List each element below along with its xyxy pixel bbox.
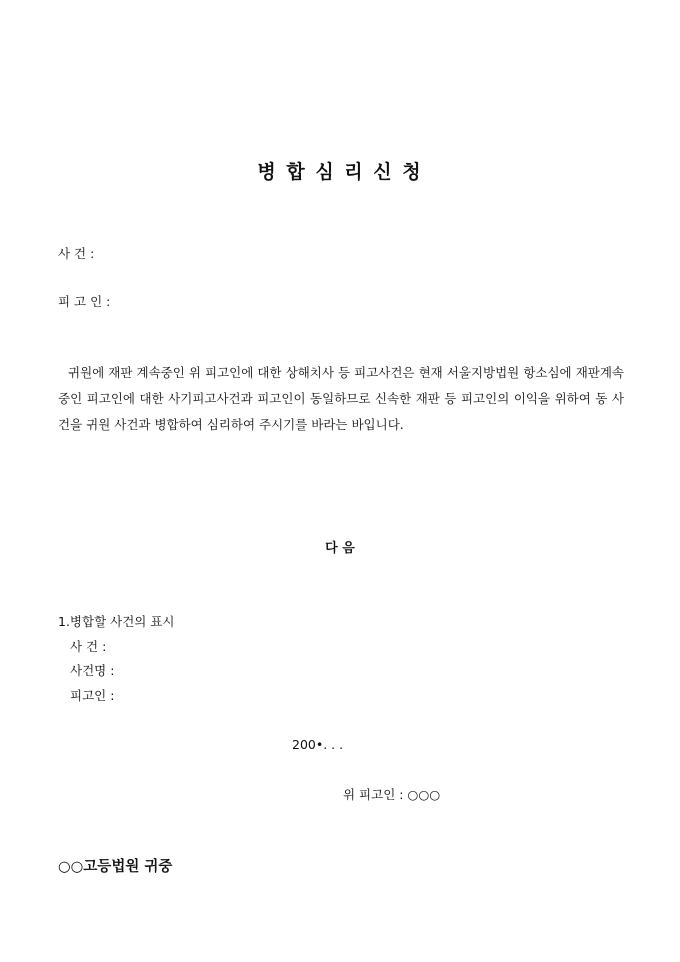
case-field-label: 사 건 : (58, 246, 95, 261)
merge-defendant-label: 피고인 : (70, 688, 115, 703)
document-title: 병 합 심 리 신 청 (257, 161, 423, 183)
addressee-court: ○○고등법원 귀중 (58, 859, 173, 875)
signature-line: 위 피고인 : ○○○ (343, 787, 441, 802)
defendant-field-label: 피 고 인 : (58, 294, 111, 309)
petition-body-paragraph: 귀원에 재판 계속중인 위 피고인에 대한 상해치사 등 피고사건은 현재 서울지방법원 항소심에 재판계속중인 피고인에 대한 사기피고사건과 피고인이 동일하므로 신속한 재판 등 피고인의 이익을 위하여 동 사건을 귀원 사건과 병합하여 심리하여 주시기를 바라는 바입니다. (58, 365, 624, 432)
filing-date: 200•. . . (292, 737, 344, 752)
merge-case-name-label: 사건명 : (70, 663, 115, 678)
notice-heading: 다 음 (325, 541, 355, 556)
merge-case-label: 사 건 : (70, 639, 107, 654)
merge-section-heading: 1.병합할 사건의 표시 (58, 614, 175, 629)
